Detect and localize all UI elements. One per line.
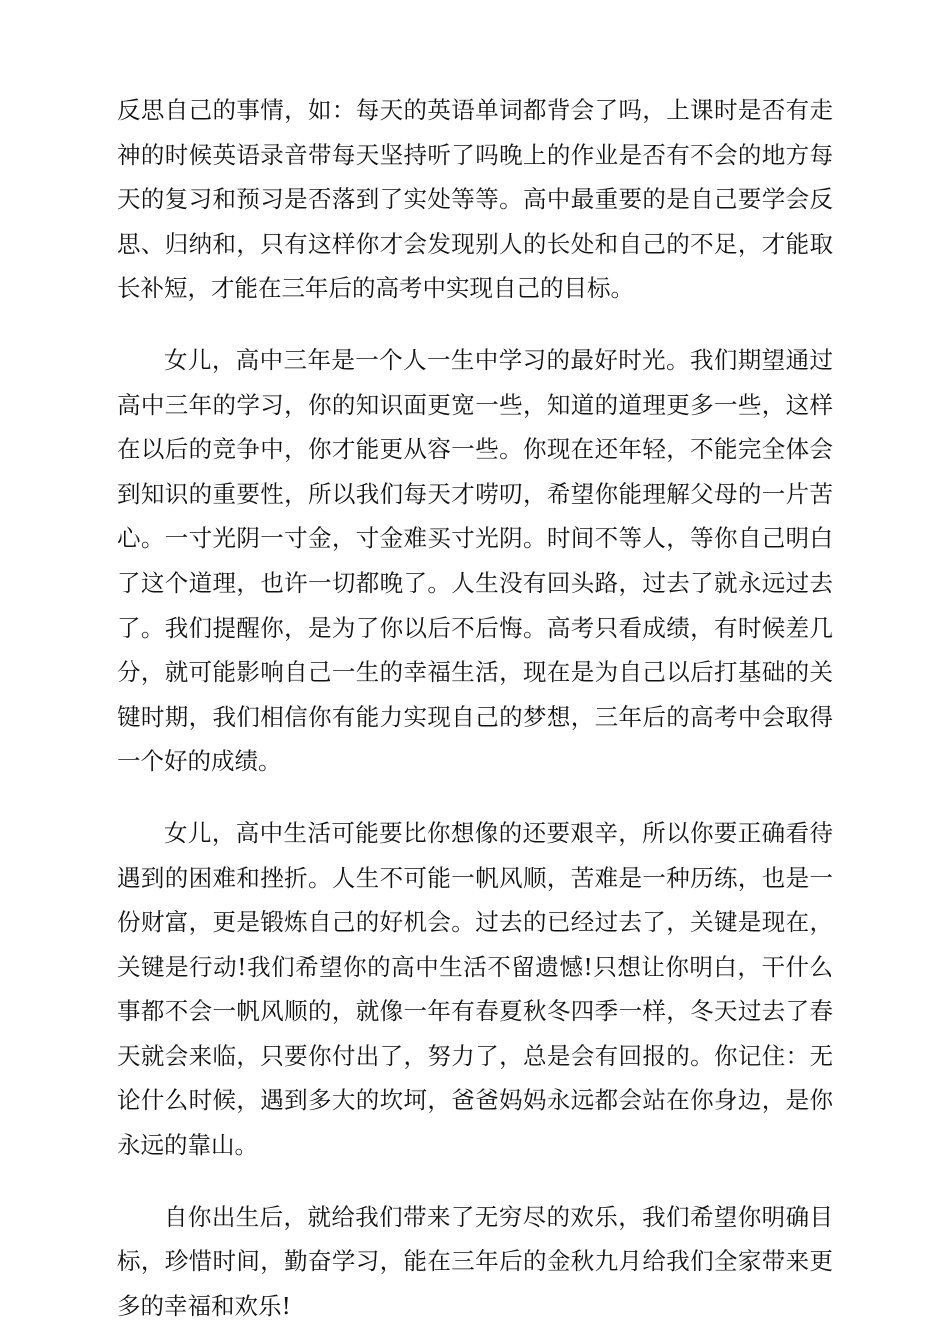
paragraph-hardships: 女儿，高中生活可能要比你想像的还要艰辛，所以你要正确看待遇到的困难和挫折。人生不可能一帆风顺，苦难是一种历练，也是一份财富，更是锻炼自己的好机会。过去的已经过去了，关键是现在，关键是行动!我们希望你的高中生活不留遗憾!只想让你明白，干什么事都不会一帆风顺的，就像一年有春夏秋冬四季一样，冬天过去了春天就会来临，只要你付出了，努力了，总是会有回报的。你记住：无论什么时候，遇到多大的坎坷，爸爸妈妈永远都会站在你身边，是你永远的靠山。 <box>117 818 833 1160</box>
paragraph-high-school-years: 女儿，高中三年是一个人一生中学习的最好时光。我们期望通过高中三年的学习，你的知识面更宽一些，知道的道理更多一些，这样在以后的竞争中，你才能更从容一些。你现在还年轻，不能完全体会到知识的重要性，所以我们每天才唠叨，希望你能理解父母的一片苦心。一寸光阴一寸金，寸金难买寸光阴。时间不等人，等你自己明白了这个道理，也许一切都晚了。人生没有回头路，过去了就永远过去了。我们提醒你，是为了你以后不后悔。高考只看成绩，有时候差几分，就可能影响自己一生的幸福生活，现在是为自己以后打基础的关键时期，我们相信你有能力实现自己的梦想，三年后的高考中会取得一个好的成绩。 <box>117 345 833 776</box>
paragraph-closing-wish: 自你出生后，就给我们带来了无穷尽的欢乐，我们希望你明确目标，珍惜时间，勤奋学习，能在三年后的金秋九月给我们全家带来更多的幸福和欢乐! <box>117 1202 833 1320</box>
paragraph-continued: 反思自己的事情，如：每天的英语单词都背会了吗，上课时是否有走神的时候英语录音带每天坚持听了吗晚上的作业是否有不会的地方每天的复习和预习是否落到了实处等等。高中最重要的是自己要学会反思、归纳和，只有这样你才会发现别人的长处和自己的不足，才能取长补短，才能在三年后的高考中实现自己的目标。 <box>117 96 833 303</box>
document-body <box>117 88 833 1328</box>
